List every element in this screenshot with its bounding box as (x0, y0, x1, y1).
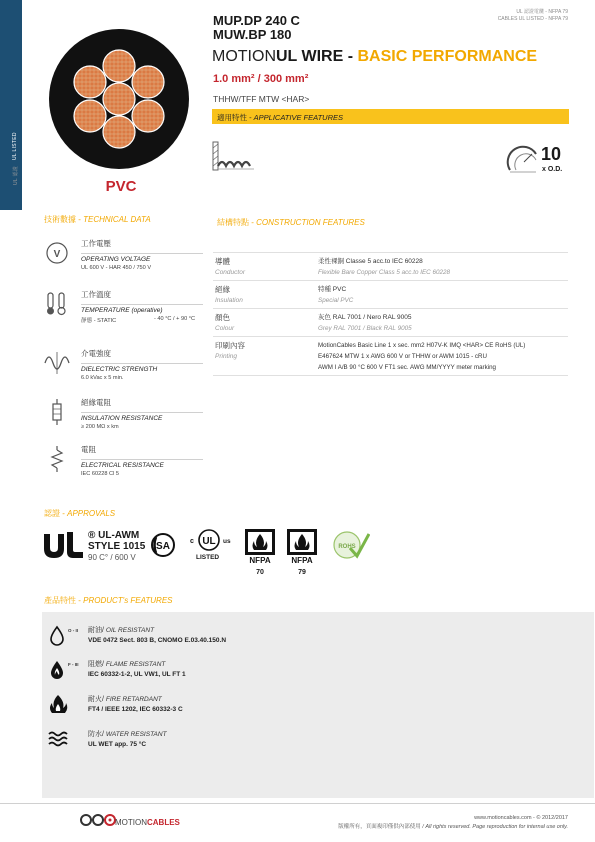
printing-line: E467624 MTW 1 x AWG 600 V or THHW or AWM 1015 - cRU (318, 353, 487, 360)
svg-text:V: V (53, 249, 61, 260)
feature-tag: O - II (68, 628, 78, 633)
tech-value: ≥ 200 MΩ x km (81, 424, 119, 430)
footer-divider (0, 803, 595, 804)
feature-en: FLAME RESISTANT (105, 661, 166, 668)
nfpa-79-number: 79 (298, 569, 306, 576)
tech-cn: 絕緣電阻 (81, 398, 111, 407)
copyright-text (338, 823, 568, 832)
nfpa-79-logo (286, 528, 318, 578)
tech-en: TEMPERATURE (operative) (81, 304, 203, 314)
approvals-cn: 認證 - (44, 509, 68, 518)
feature-en: OIL RESISTANT (105, 627, 155, 634)
category-label (498, 9, 568, 23)
cf-label: 顏色 (215, 313, 230, 322)
tech-value: IEC 60228 Cl 5 (81, 471, 119, 477)
cf-label: 絕緣 (215, 285, 230, 294)
printing-line: MotionCables Basic Line 1 x sec. mm2 H07V-K IMQ <HAR> CE RoHS (UL) (318, 342, 526, 349)
insulation-resistance-icon (44, 399, 70, 425)
tech-value: 靜態 - STATIC (81, 318, 117, 324)
tech-en: DIELECTRIC STRENGTH (81, 363, 203, 373)
feature-value: IEC 60332-1-2, UL VW1, UL FT 1 (88, 671, 186, 678)
tech-en: ELECTRICAL RESISTANCE (81, 459, 203, 469)
listed-label: LISTED (196, 554, 220, 561)
cf-value-en: Special PVC (318, 297, 354, 304)
tech-en: OPERATING VOLTAGE (81, 253, 203, 263)
rights-en: / All rights reserved. Page reproduction for internal use only. (420, 824, 568, 830)
fixed-installation-icon (212, 140, 256, 172)
logo-bold: CABLES (147, 818, 180, 827)
svg-text:SA: SA (156, 541, 170, 552)
website-link[interactable]: www.motioncables.com - © 2012/2017 (474, 815, 568, 821)
construction-features-title (217, 217, 365, 228)
c-label: c (190, 538, 194, 545)
subtitle: THHW/TFF MTW <HAR> (213, 94, 310, 104)
product-features-title (44, 595, 173, 606)
nfpa-70-label: NFPA (249, 556, 271, 564)
us-label: us (223, 538, 231, 545)
c-ul-us-listed-logo (190, 528, 232, 564)
csa-logo (151, 532, 175, 558)
page-title (212, 48, 537, 66)
feature-cn: 防水 (88, 731, 102, 738)
construction-row-insulation (213, 280, 568, 308)
technical-en: TECHNICAL DATA (83, 215, 151, 224)
motioncables-logo-icon (80, 812, 116, 828)
features-cn: 產品特性 - (44, 596, 84, 605)
bending-radius-icon (506, 140, 542, 176)
technical-data-title (44, 214, 151, 225)
ul-circle-icon (197, 528, 221, 552)
feature-cn: 耐火 (88, 696, 102, 703)
rohs-logo (330, 528, 370, 562)
cf-value-en: Grey RAL 7001 / Black RAL 9005 (318, 325, 412, 332)
cf-value: 灰色 RAL 7001 / Nero RAL 9005 (318, 314, 412, 321)
feature-cn: 耐油 (88, 627, 102, 634)
feature-tag: F - III (68, 662, 79, 667)
title-bold: UL WIRE - (276, 48, 358, 65)
product-code-2: MUW.BP 180 (213, 27, 292, 42)
cf-label: 印刷內容 (215, 341, 245, 350)
tech-en: INSULATION RESISTANCE (81, 412, 203, 422)
nfpa-70-number: 70 (256, 569, 264, 576)
applicative-features-bar (212, 109, 569, 124)
section-range: 1.0 mm² / 300 mm² (213, 73, 309, 85)
tech-value: UL 600 V - HAR 450 / 750 V (81, 265, 152, 271)
rights-cn: 版權所有，頁面複印僅供內部使用 (338, 824, 421, 830)
oil-drop-icon (48, 625, 70, 647)
technical-cn: 技術數據 - (44, 215, 84, 224)
sidebar-label: UL LISTED (12, 132, 18, 160)
feature-en: FIRE RETARDANT (105, 696, 162, 703)
construction-row-colour (213, 308, 568, 336)
applicative-en: APPLICATIVE FEATURES (253, 113, 343, 122)
applicative-cn: 適用特性 - (217, 113, 254, 122)
ul-awm-rating: 90 C° / 600 V (88, 553, 136, 562)
feature-value: FT4 / IEEE 1202, IEC 60332-3 C (88, 706, 183, 713)
nfpa-flame-icon (286, 528, 318, 564)
ul-recognized-logo (41, 530, 87, 560)
approvals-en: APPROVALS (67, 509, 116, 518)
category-en: CABLES UL LISTED - NFPA 79 (497, 16, 568, 22)
nfpa-79-label: NFPA (291, 556, 313, 564)
feature-value: UL WET app. 75 °C (88, 741, 147, 748)
insulation-label: PVC (105, 178, 137, 195)
sidebar-label-cn: UL 認證 (13, 165, 19, 185)
title-orange: BASIC PERFORMANCE (357, 48, 538, 65)
nfpa-flame-icon (244, 528, 276, 564)
tech-cn: 介電強度 (81, 349, 111, 358)
cf-value: 特種 PVC (318, 286, 347, 293)
divider (213, 375, 568, 376)
construction-en: CONSTRUCTION FEATURES (256, 218, 365, 227)
footer-info (338, 814, 568, 832)
feature-label: 耐火/ FIRE RETARDANT (88, 696, 162, 703)
construction-row-printing (213, 336, 568, 375)
features-en: PRODUCT's FEATURES (83, 596, 173, 605)
ul-awm-block (88, 530, 145, 563)
cf-value: 柔性裸銅 Classe 5 acc.to IEC 60228 (318, 258, 423, 265)
approvals-title (44, 508, 115, 519)
feature-cn: 阻燃 (88, 661, 102, 668)
temperature-icon (44, 291, 70, 317)
company-logo (115, 818, 180, 827)
tech-cn: 工作電壓 (81, 239, 111, 248)
fire-icon (48, 694, 70, 716)
feature-value: VDE 0472 Sect. 803 B, CNOMO E.03.40.150.N (88, 637, 227, 644)
bend-unit: x O.D. (542, 166, 563, 173)
flame-icon (48, 659, 70, 681)
cable-cross-section-image (48, 28, 190, 170)
water-icon (48, 729, 70, 751)
ul-awm-title: ® UL-AWM (88, 530, 140, 541)
product-code-1: MUP.DP 240 C (213, 13, 300, 28)
voltage-icon (44, 240, 70, 266)
cf-label: 導體 (215, 257, 230, 266)
title-light: MOTION (212, 48, 276, 65)
cf-label-en: Colour (215, 325, 235, 332)
tech-cn: 工作溫度 (81, 290, 111, 299)
logo-light: MOTION (115, 818, 147, 827)
cf-value-en: Flexible Bare Copper Class 5 acc.to IEC 60228 (318, 269, 450, 276)
dielectric-icon (44, 350, 70, 376)
ul-awm-style: STYLE 1015 (88, 541, 146, 552)
printing-text (318, 340, 525, 373)
cf-label-en: Printing (215, 353, 238, 360)
bend-factor: 10 (541, 144, 562, 164)
cf-label-en: Conductor (215, 269, 245, 276)
resistor-icon (44, 446, 70, 472)
tech-cn: 電阻 (81, 445, 96, 454)
construction-cn: 結構特點 - (217, 218, 257, 227)
nfpa-70-logo (244, 528, 276, 578)
feature-label: 防水/ WATER RESISTANT (88, 731, 167, 738)
svg-text:UL: UL (202, 536, 216, 547)
construction-row-conductor (213, 252, 568, 280)
tech-value: 6.0 kVac x 5 min. (81, 375, 124, 381)
category-cn: UL 認證電纜 - NFPA 79 (516, 9, 568, 15)
printing-line: AWM I A/B 90 °C 600 V FT1 sec. AWG MM/YYYY meter marking (318, 364, 496, 371)
tech-value-range: - 40 °C / + 90 °C (154, 316, 196, 322)
rohs-label: ROHS (338, 544, 356, 550)
feature-en: WATER RESISTANT (105, 731, 167, 738)
feature-label: 耐油/ OIL RESISTANT (88, 627, 155, 634)
cf-label-en: Insulation (215, 297, 243, 304)
feature-label: 阻燃/ FLAME RESISTANT (88, 661, 166, 668)
